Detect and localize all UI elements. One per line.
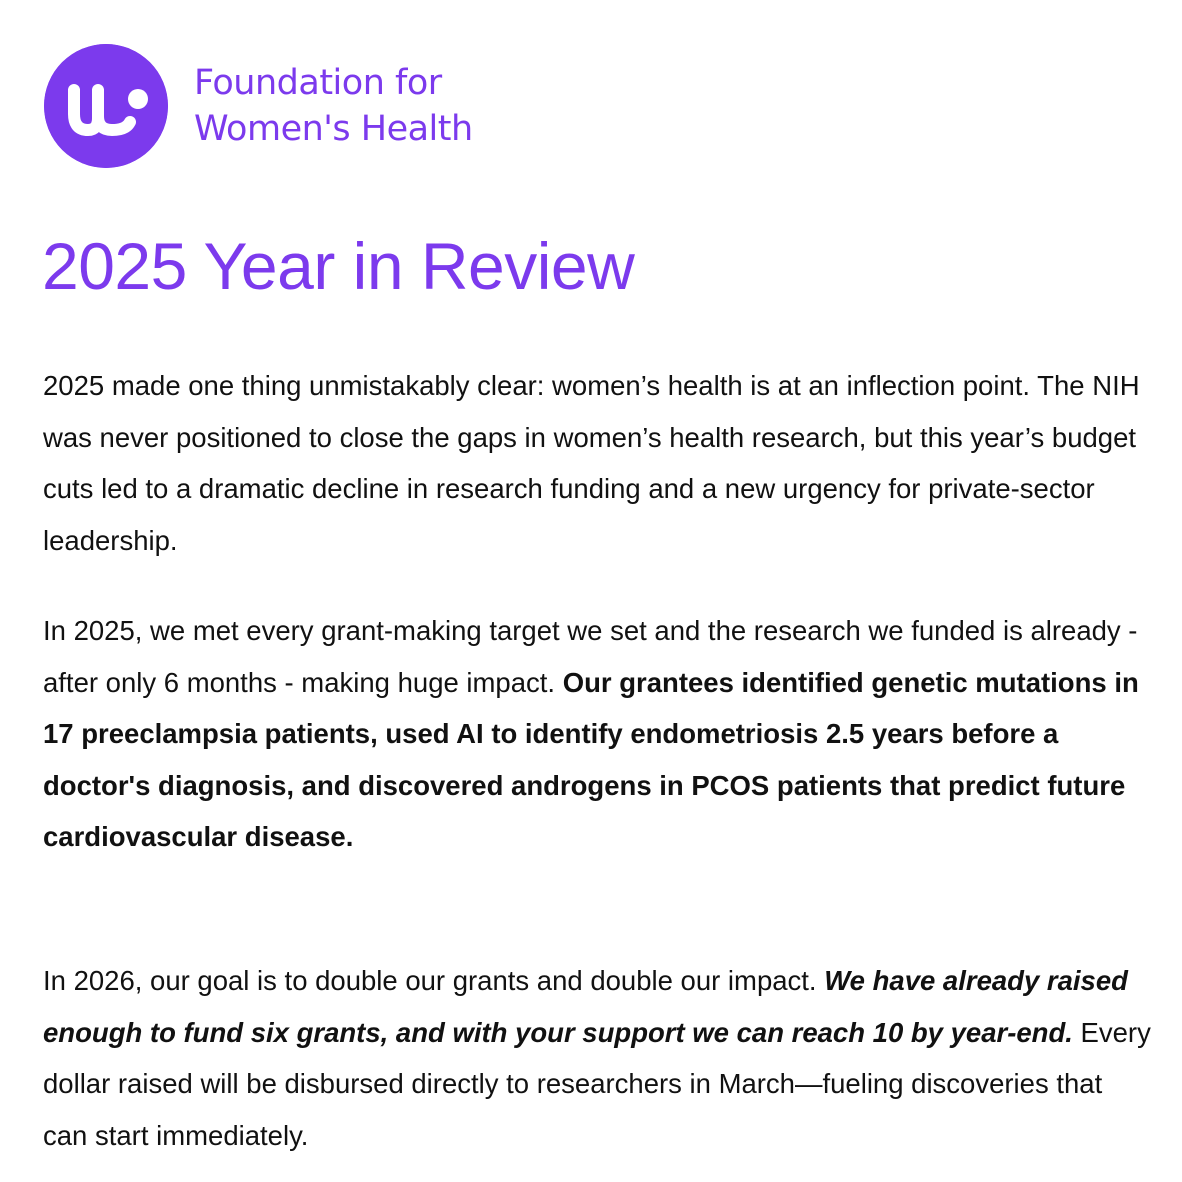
paragraph-results-highlight: Our grantees identified genetic mutations in 17 preeclampsia patients, used AI to identify endometriosis 2.5 years before a doctor's diagnosis, and discovered androgens in PCOS patients that predict future cardiovascular disease. [43, 666, 1139, 852]
paragraph-goals-highlight: We have already raised enough to fund six grants, and with your support we can reach 10 by year-end. [43, 965, 1128, 1048]
paragraph-goals-tail: Every dollar raised will be disbursed directly to researchers in March—fueling discoveries that can start immediately. [43, 1016, 1151, 1151]
paragraph-goals [43, 955, 1153, 1161]
paragraph-results-text: In 2025, we met every grant-making target we set and the research we funded is already - after only 6 months - making huge impact. [43, 615, 1138, 698]
brand-name-line1: Foundation for [194, 63, 442, 103]
page-title: 2025 Year in Review [42, 229, 635, 303]
paragraph-results [43, 605, 1153, 863]
brand-name [194, 60, 473, 152]
brand-name-line2: Women's Health [194, 109, 473, 149]
foundation-logo-icon [44, 44, 168, 168]
paragraph-intro [43, 360, 1153, 566]
paragraph-goals-text: In 2026, our goal is to double our grants and double our impact. [43, 965, 825, 996]
paragraph-intro-text: 2025 made one thing unmistakably clear: women’s health is at an inflection point. The NIH was never positioned to close the gaps in women’s health research, but this year’s budget cuts led to a dramatic decline in research funding and a new urgency for private-sector leadership. [43, 370, 1140, 556]
brand-header[interactable] [44, 44, 473, 168]
